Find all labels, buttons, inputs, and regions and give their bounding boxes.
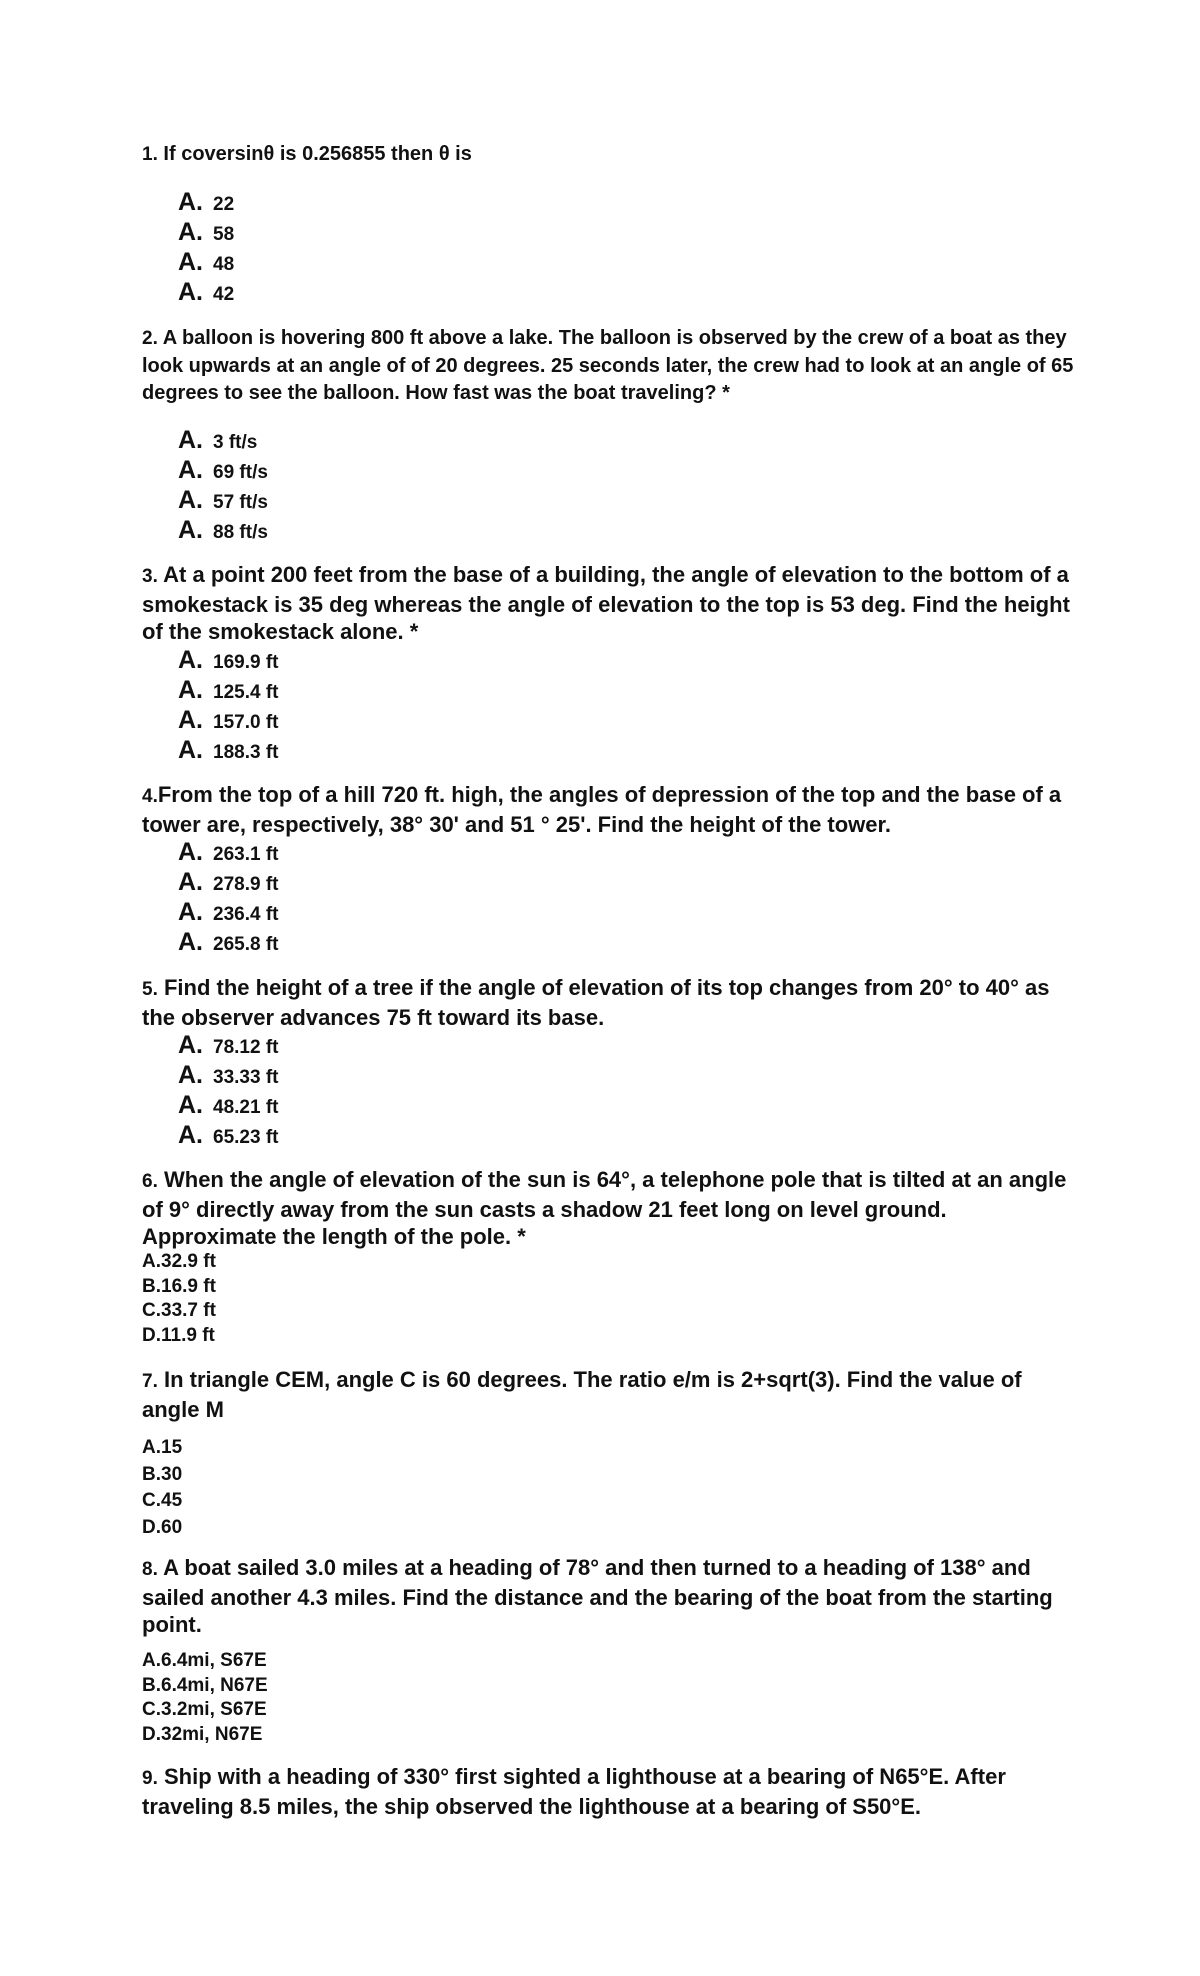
- option-value: 69 ft/s: [213, 462, 268, 483]
- question-number: 1.: [142, 144, 158, 165]
- option: D.32mi, N67E: [142, 1723, 263, 1745]
- option-letter: A.: [178, 1091, 203, 1119]
- option-value: 278.9 ft: [213, 874, 279, 895]
- option: [178, 247, 234, 277]
- option-value: 48: [213, 254, 235, 275]
- option-value: 125.4 ft: [213, 682, 279, 703]
- question-7-options: [142, 1435, 182, 1541]
- option: [178, 425, 268, 455]
- option: B.16.9 ft: [142, 1275, 216, 1297]
- option: A.15: [142, 1437, 183, 1458]
- question-number: 7.: [142, 1371, 158, 1392]
- option: D.11.9 ft: [142, 1324, 215, 1346]
- option: A.32.9 ft: [142, 1251, 216, 1272]
- option: [178, 1090, 278, 1120]
- question-text: If coversinθ is 0.256855 then θ is: [163, 143, 472, 165]
- option-value: 48.21 ft: [213, 1097, 279, 1118]
- option: [178, 1120, 278, 1150]
- question-2: [142, 325, 1082, 408]
- option: B.6.4mi, N67E: [142, 1674, 268, 1696]
- option: [178, 837, 278, 867]
- option: C.33.7 ft: [142, 1300, 216, 1321]
- option-letter: A.: [178, 486, 203, 514]
- option: [178, 735, 278, 765]
- question-6: [142, 1166, 1082, 1251]
- question-5: [142, 974, 1082, 1031]
- option-value: 169.9 ft: [213, 652, 279, 673]
- option-value: 22: [213, 194, 235, 215]
- option-letter: A.: [178, 426, 203, 454]
- option: A.6.4mi, S67E: [142, 1650, 267, 1671]
- option-letter: A.: [178, 516, 203, 544]
- question-number: 2.: [142, 328, 158, 349]
- question-1-options: [178, 187, 234, 307]
- question-number: 5.: [142, 979, 158, 1000]
- option: [178, 645, 278, 675]
- option: [178, 485, 268, 515]
- question-9: [142, 1763, 1082, 1820]
- option: B.30: [142, 1463, 183, 1485]
- option: [178, 455, 268, 485]
- option-letter: A.: [178, 676, 203, 704]
- question-text: At a point 200 feet from the base of a building, the angle of elevation to the bottom of a smokestack is 35 deg whereas the angle of elevation to the top is 53 deg. Find the height of the smokestack alone. *: [142, 562, 1070, 644]
- option: [178, 1060, 278, 1090]
- option-letter: A.: [178, 1121, 203, 1149]
- option: [178, 867, 278, 897]
- question-4: [142, 781, 1082, 838]
- question-text: In triangle CEM, angle C is 60 degrees. The ratio e/m is 2+sqrt(3). Find the value of angle M: [142, 1367, 1022, 1422]
- option-value: 58: [213, 224, 235, 245]
- option-value: 188.3 ft: [213, 742, 279, 763]
- option-value: 65.23 ft: [213, 1127, 279, 1148]
- option-letter: A.: [178, 218, 203, 246]
- question-text: A boat sailed 3.0 miles at a heading of 78° and then turned to a heading of 138° and sailed another 4.3 miles. Find the distance and the bearing of the boat from the starting point.: [142, 1555, 1053, 1637]
- question-text: Ship with a heading of 330° first sighted a lighthouse at a bearing of N65°E. After traveling 8.5 miles, the ship observed the lighthouse at a bearing of S50°E.: [142, 1764, 1006, 1819]
- question-8-options: [142, 1649, 268, 1747]
- option-letter: A.: [178, 248, 203, 276]
- option: [178, 675, 278, 705]
- option-value: 88 ft/s: [213, 522, 268, 543]
- option: [178, 515, 268, 545]
- question-text: From the top of a hill 720 ft. high, the angles of depression of the top and the base of a tower are, respectively, 38° 30' and 51 ° 25'. Find the height of the tower.: [142, 782, 1062, 837]
- option-value: 157.0 ft: [213, 712, 279, 733]
- question-6-options: [142, 1250, 216, 1348]
- question-number: 8.: [142, 1559, 158, 1580]
- question-text: A balloon is hovering 800 ft above a lake. The balloon is observed by the crew of a boat as they look upwards at an angle of of 20 degrees. 25 seconds later, the crew had to look at an angle of 65 degrees to see the balloon. How fast was the boat traveling? *: [142, 327, 1074, 404]
- option-letter: A.: [178, 1061, 203, 1089]
- question-1: [142, 141, 1082, 169]
- option: [178, 187, 234, 217]
- option-letter: A.: [178, 898, 203, 926]
- question-text: Find the height of a tree if the angle of elevation of its top changes from 20° to 40° as the observer advances 75 ft toward its base.: [142, 975, 1050, 1030]
- option: [178, 927, 278, 957]
- option-letter: A.: [178, 838, 203, 866]
- option-letter: A.: [178, 188, 203, 216]
- question-8: [142, 1554, 1082, 1639]
- option-letter: A.: [178, 456, 203, 484]
- option-value: 78.12 ft: [213, 1037, 279, 1058]
- option-value: 57 ft/s: [213, 492, 268, 513]
- question-3: [142, 561, 1082, 646]
- question-4-options: [178, 837, 278, 957]
- question-number: 9.: [142, 1768, 158, 1789]
- option: [178, 705, 278, 735]
- question-2-options: [178, 425, 268, 545]
- option: [178, 1030, 278, 1060]
- option-letter: A.: [178, 868, 203, 896]
- option-value: 263.1 ft: [213, 844, 279, 865]
- question-number: 6.: [142, 1171, 158, 1192]
- option-letter: A.: [178, 736, 203, 764]
- option-letter: A.: [178, 1031, 203, 1059]
- question-number: 4.: [142, 786, 158, 807]
- option: C.45: [142, 1490, 183, 1511]
- option-letter: A.: [178, 646, 203, 674]
- question-text: When the angle of elevation of the sun is 64°, a telephone pole that is tilted at an angle of 9° directly away from the sun casts a shadow 21 feet long on level ground. Approximate the length of the pole. *: [142, 1167, 1067, 1249]
- option-letter: A.: [178, 928, 203, 956]
- question-7: [142, 1366, 1082, 1423]
- option-value: 236.4 ft: [213, 904, 279, 925]
- question-5-options: [178, 1030, 278, 1150]
- option: [178, 217, 234, 247]
- option-letter: A.: [178, 278, 203, 306]
- option: D.60: [142, 1516, 183, 1538]
- option: C.3.2mi, S67E: [142, 1699, 267, 1720]
- option-letter: A.: [178, 706, 203, 734]
- option-value: 265.8 ft: [213, 934, 279, 955]
- option-value: 42: [213, 284, 235, 305]
- option: [178, 897, 278, 927]
- question-number: 3.: [142, 566, 158, 587]
- option-value: 3 ft/s: [213, 432, 258, 453]
- question-3-options: [178, 645, 278, 765]
- option-value: 33.33 ft: [213, 1067, 279, 1088]
- option: [178, 277, 234, 307]
